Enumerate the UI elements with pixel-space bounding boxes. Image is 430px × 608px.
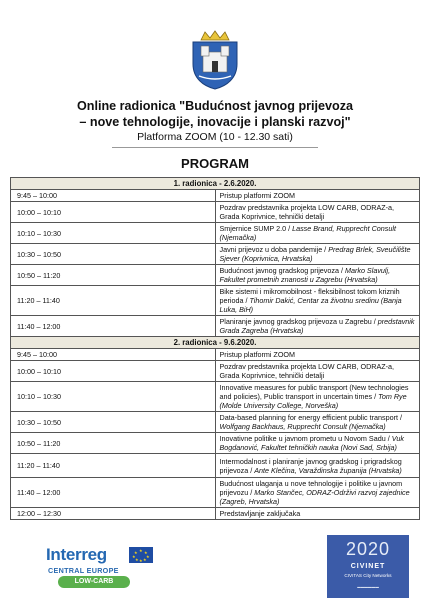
speaker-info: Tihomir Dakić, Centar za životnu sredinu (Banja Luka, BiH) — [219, 296, 402, 314]
schedule-time: 10:30 – 10:50 — [11, 412, 216, 433]
schedule-row — [11, 244, 420, 265]
schedule-time: 10:10 – 10:30 — [11, 382, 216, 412]
schedule-row — [11, 349, 420, 361]
schedule-row — [11, 361, 420, 382]
schedule-description — [215, 223, 420, 244]
schedule-description — [215, 190, 420, 202]
schedule-row — [11, 265, 420, 286]
program-table — [10, 177, 420, 520]
talk-title: Pristup platformi ZOOM — [219, 191, 295, 200]
coat-of-arms-icon — [189, 30, 241, 90]
talk-title: Smjernice SUMP 2.0 / — [219, 224, 293, 233]
schedule-row — [11, 316, 420, 337]
schedule-row — [11, 454, 420, 478]
schedule-row — [11, 412, 420, 433]
speaker-info: Lasse Brand, Rupprecht Consult (Njemačka) — [219, 224, 396, 242]
schedule-time: 9:45 – 10:00 — [11, 349, 216, 361]
schedule-row — [11, 190, 420, 202]
civinet-subtitle: CIVITAS City Networks — [344, 573, 392, 578]
schedule-time: 10:00 – 10:10 — [11, 202, 216, 223]
interreg-logo — [46, 546, 166, 590]
talk-title: Javni prijevoz u doba pandemije / — [219, 245, 329, 254]
session-header-row — [11, 178, 420, 190]
low-carb-badge: LOW-CARB — [58, 576, 130, 588]
schedule-row — [11, 223, 420, 244]
schedule-row — [11, 478, 420, 508]
speaker-info: Predrag Brlek, Sveučilište Sjever (Koprivnica, Hrvatska) — [219, 245, 411, 263]
talk-title: Budućnost ulaganja u nove tehnologije i politike u javnom prijevozu / — [219, 479, 403, 497]
civinet-logo — [327, 535, 409, 598]
talk-title: Intermodalnost i planiranje javnog gradskog i prigradskog prijevoza / — [219, 456, 402, 475]
schedule-description — [215, 382, 420, 412]
schedule-description — [215, 478, 420, 508]
schedule-description — [215, 265, 420, 286]
schedule-time: 11:40 – 12:00 — [11, 478, 216, 508]
session-title: 2. radionica - 9.6.2020. — [11, 337, 420, 349]
schedule-description — [215, 286, 420, 316]
talk-title: Innovative measures for public transport (New technologies and policies), Public transport in uncertain times / — [219, 383, 409, 401]
schedule-row — [11, 286, 420, 316]
schedule-time: 10:30 – 10:50 — [11, 244, 216, 265]
talk-title: Pozdrav predstavnika projekta LOW CARB, ODRAZ-a, Grada Koprivnice, tehnički detalji — [219, 203, 395, 221]
schedule-time: 10:10 – 10:30 — [11, 223, 216, 244]
talk-title: Pristup platformi ZOOM — [219, 350, 295, 359]
schedule-description — [215, 202, 420, 223]
workshop-title-line-1: Online radionica "Budućnost javnog prijevoza — [76, 99, 354, 113]
talk-title: Predstavljanje zaključaka — [219, 509, 301, 518]
talk-title: Planiranje javnog gradskog prijevoza u Zagrebu / — [219, 317, 378, 326]
platform-subtitle: Platforma ZOOM (10 - 12.30 sati) — [137, 131, 293, 143]
schedule-description — [215, 361, 420, 382]
schedule-time: 10:00 – 10:10 — [11, 361, 216, 382]
speaker-info: Tom Rye (Molde University College, Norveška) — [219, 392, 407, 410]
talk-title: Pozdrav predstavnika projekta LOW CARB, ODRAZ-a, Grada Koprivnice, tehnički detalji — [219, 362, 395, 380]
schedule-row — [11, 433, 420, 454]
schedule-description — [215, 349, 420, 361]
civinet-name: CIVINET — [350, 563, 386, 570]
schedule-time: 11:40 – 12:00 — [11, 316, 216, 337]
speaker-info: Marko Slavulj, Fakultet prometnih znanosti u Zagrebu (Hrvatska) — [219, 266, 391, 284]
talk-title: Budućnost javnog gradskog prijevoza / — [219, 266, 345, 275]
schedule-time: 10:50 – 11:20 — [11, 265, 216, 286]
schedule-description — [215, 508, 420, 520]
eu-flag-icon: ★ ★ ★ ★ ★ ★ ★ ★ — [129, 547, 153, 563]
speaker-info: Ante Klečina, Varaždinska županija (Hrvatska) — [254, 465, 402, 475]
interreg-region: CENTRAL EUROPE — [48, 566, 119, 575]
workshop-title-line-2: – nove tehnologije, inovacije i planski razvoj" — [79, 115, 351, 129]
speaker-info: Marko Stančec, ODRAZ-Održivi razvoj zajednice (Zagreb, Hrvatska) — [219, 488, 410, 506]
session-header-row — [11, 337, 420, 349]
civinet-footer-strip: ▬▬▬▬▬▬ — [357, 585, 379, 589]
schedule-time: 10:50 – 11:20 — [11, 433, 216, 454]
schedule-description — [215, 433, 420, 454]
speaker-info: Wolfgang Backhaus, Rupprecht Consult (Njemačka) — [219, 422, 386, 431]
schedule-row — [11, 508, 420, 520]
schedule-time: 11:20 – 11:40 — [11, 286, 216, 316]
talk-title: Bike sistemi i mikromobilnost - fleksibilnost tokom kriznih perioda / — [219, 287, 400, 305]
schedule-description — [215, 316, 420, 337]
interreg-wordmark: Interreg — [46, 545, 107, 564]
schedule-description — [215, 454, 420, 478]
talk-title: Inovativne politike u javnom prometu u Novom Sadu / — [219, 434, 392, 443]
session-title: 1. radionica - 2.6.2020. — [11, 178, 420, 190]
civinet-year: 2020 — [345, 539, 391, 559]
schedule-time: 9:45 – 10:00 — [11, 190, 216, 202]
program-heading: PROGRAM — [181, 156, 249, 171]
talk-title: Data-based planning for energy efficient public transport / — [219, 413, 402, 422]
schedule-description — [215, 412, 420, 433]
schedule-row — [11, 382, 420, 412]
speaker-info: predstavnik Grada Zagreba (Hrvatska) — [219, 317, 415, 335]
schedule-time: 11:20 – 11:40 — [11, 454, 216, 478]
schedule-time: 12:00 – 12:30 — [11, 508, 216, 520]
schedule-row — [11, 202, 420, 223]
title-divider — [112, 147, 318, 148]
speaker-info: Vuk Bogdanović, Fakultet tehničkih nauka (Novi Sad, Srbija) — [219, 434, 404, 452]
schedule-description — [215, 244, 420, 265]
